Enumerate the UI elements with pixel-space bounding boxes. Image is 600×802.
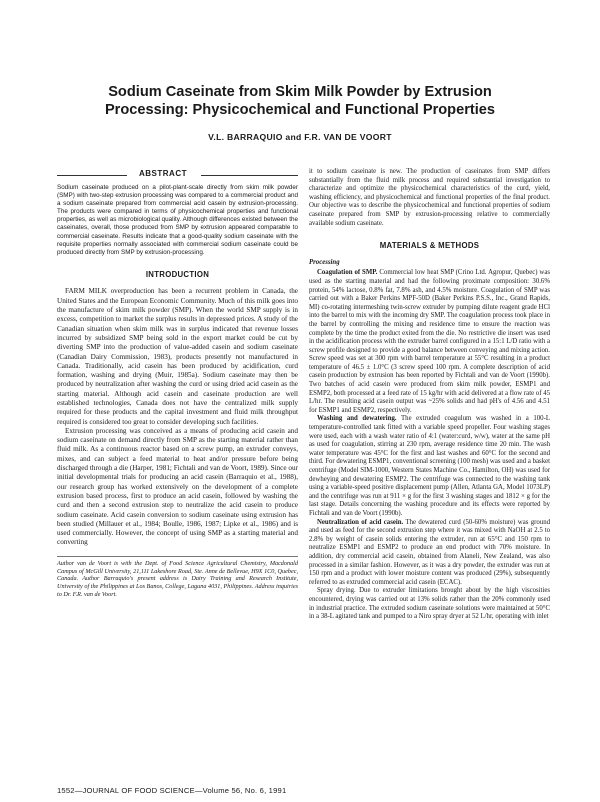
introduction-body <box>57 287 298 547</box>
intro-paragraph-2: Extrusion processing was conceived as a means of producing acid casein and sodium caseinate on demand directly from SMP as the starting material rather than fluid milk. As a continuous reactor based on a screw pump, an extruder conveys, mixes, and can subject a feed material to heat and/or pressure before being discharged through a die (Harper, 1981; Fichtali and van de Voort, 1989). Since our initial developmental trials for producing an acid casein (Barraquio et al., 1988), our research group has worked extensively on the development of a complete extrusion based process, first to produce an acid casein, followed by washing the curd and then a second extrusion step to neutralize the acid casein to produce sodium caseinate. Acid casein conversion to sodium caseinate using extrusion has been studied (Millauer et al., 1984; Boulle, 1986, 1987; Lipke et al., 1986) and is used commercially. However, the concept of using SMP as a starting material and converting <box>57 426 298 547</box>
abstract-heading-bar <box>57 168 298 182</box>
intro-paragraph-1: FARM MILK overproduction has been a recurrent problem in Canada, the United States and the European Economic Community. Much of this milk goes into the manufacture of skim milk powder (SMP). When the world SMP supply is in excess, competition to market the surplus results in depressed prices. A study of the Canadian situation when skim milk was in surplus indicated that revenue losses incurred by subsidized SMP being sold in the export market could be cut by diverting SMP into the production of value-added casein and sodium caseinate (Canadian Dairy Commission, 1983), products presently not manufactured in Canada. Traditionally, acid casein has been produced by acidification, curd formation, washing and drying (Muir, 1985a). Sodium caseinate may then be produced by neutralization after washing the curd or using dried acid casein as the starting material. Although acid casein and caseinate production are well established technologies, Canada does not have the centralized milk supply required for these products and the capital investment and fluid milk throughput required is considered too great to consider developing such facilities. <box>57 287 298 426</box>
abstract-rule-right <box>201 175 298 176</box>
article-title <box>60 83 540 119</box>
coagulation-text: Commercial low heat SMP (Crino Ltd. Agropur, Quebec) was used as the starting material and had the following proximate composition: 30.6% protein, 54% lactose, 0.8% fat, 7.8% ash, and 4.5% moisture. Coagulation of SMP was carried out with a Baker Perkins MPF-50D (Baker Perkins P.S.S., Inc., Grand Rapids, MI) co-rotating intermeshing twin-screw extruder by pumping dilute reagent grade HCl into the barrel to mix with the incoming dry SMP. The coagulation process took place in the barrel by controlling the mixing and residence time to ensure the reaction was complete by the time the product exited from the die. No restrictive die insert was used in the acidification process with the extruder barrel configured in a 15:1 L/D ratio with a screw profile designed to provide a good balance between conveying and mixing action. Screw speed was set at 300 rpm with barrel temperature at 55°C resulting in a product temperature of 46.5 ± 1.0°C (3 screw speed 100 rpm. A complete description of acid casein production by extrusion has been reported by Fichtali and van de Voort (1990b). Two batches of acid casein were produced from skim milk powder, ESMP1 and ESMP2, both processed at a feed rate of 15 kg/hr with acid delivered at a flow rate of 45 L/hr. The resulting acid casein output was ~25% solids and had pH's of 4.56 and 4.51 for ESMP1 and ESMP2, respectively. <box>309 269 551 414</box>
title-line-1: Sodium Caseinate from Skim Milk Powder by Extrusion <box>108 84 492 100</box>
title-line-2: Processing: Physicochemical and Functional Properties <box>104 102 496 118</box>
coagulation-runin: Coagulation of SMP. <box>317 269 378 277</box>
intro-continued: it to sodium caseinate is new. The production of caseinates from SMP differs substantially from the fluid milk process and required substantial investigation to characterize and optimize the physicochemical characteristics of the curd, yield, washing efficiency, and physicochemical and functional properties of the final product. Our objective was to describe the physicochemical and functional properties of sodium caseinate prepared from SMP by extrusion-processing relative to commercially available sodium caseinate. <box>309 168 550 227</box>
coagulation-paragraph <box>309 269 550 415</box>
abstract-heading: ABSTRACT <box>139 169 187 178</box>
page-footer: 1552—JOURNAL OF FOOD SCIENCE—Volume 56, No. 6, 1991 <box>57 786 287 795</box>
methods-heading: MATERIALS & METHODS <box>379 241 480 251</box>
neutralization-runin: Neutralization of acid casein. <box>317 518 404 526</box>
neutralization-paragraph <box>309 519 550 588</box>
processing-subheading: Processing <box>309 258 340 266</box>
right-column <box>309 168 550 622</box>
neutralization-text: The dewatered curd (50-60% moisture) was ground and used as feed for the second extrusion step where it was mixed with NaOH at 2.5 to 2.8% by weight of casein solids entering the extruder, run at 65°C and 150 rpm to neutralize ESMP1 and ESMP2 to produce an end product with 70% moisture. In addition, dry commercial acid casein, obtained from Alaneli, New Zealand, was also processed in a similar fashion. However, as it was a dry powder, the extruder was run at 150 rpm and a product with lower moisture content was produced (29%), subsequently referred to as extruded commercial acid casein (ECAC). <box>309 518 550 586</box>
left-column <box>57 168 298 599</box>
spray-drying-paragraph: Spray drying. Due to extruder limitations brought about by the high viscosities encountered, drying was carried out at 13% solids rather than the 20% commonly used in industrial practice. The extruded sodium caseinate solutions were maintained at 50°C in a 38-L agitated tank and pumped to a Niro spray dryer at 52 L/hr, operating with inlet <box>309 587 550 621</box>
washing-paragraph <box>309 415 550 518</box>
introduction-heading: INTRODUCTION <box>145 269 210 279</box>
abstract-text: Sodium caseinate produced on a pilot-plant-scale directly from skim milk powder (SMP) with two-step extrusion processing was compared to a commercial product and a sodium caseinate prepared from commercial acid casein by extrusion-processing. The products were compared in terms of physicochemical properties and functional properties, as well as microbiological quality. Although differences existed between the caseinates, overall, those produced from SMP by extrusion appeared comparable to commercial caseinate. Results indicate that a good-quality sodium caseinate with the requisite properties normally associated with commercial sodium caseinate could be produced directly from SMP by extrusion-processing. <box>57 184 298 256</box>
washing-text: The extruded coagulum was washed in a 100-L temperature-controlled tank fitted with a variable speed propeller. Four washing stages were used, each with a wash water ratio of 4:1 (water:curd, w/w), water at the same pH as used for coagulation, stirring at 230 rpm, average residence time 20 min. The wash water temperature was 45°C for the first and last washes and 60°C for the second and third. For dewatering ESMP1, conventional screening (100 mesh) was used and a basket centrifuge (Model SIM-1000, Western States Machine Co., Hamilton, OH) was used for dewheying and dewatering ESMP2. The centrifuge was connected to the washing tank using a variable-speed positive displacement pump (Allen, Atlanta GA, Model 1073LP) and the centrifuge was run at 911 × g for the first 3 washing stages and 1812 × g for the last stage. Details concerning the washing procedure and its effects were reported by Fichtali and van de Voort (1990b). <box>309 415 550 517</box>
author-list: V.L. BARRAQUIO and F.R. VAN DE VOORT <box>208 132 392 142</box>
washing-runin: Washing and dewatering. <box>317 415 397 423</box>
author-footnote: Author van de Voort is with the Dept. of Food Science Agricultural Chemistry, Macdonald Campus of McGill University, 21,111 Lakeshore Road, Ste. Anne de Bellevue, H9X 1C0, Quebec, Canada. Author Barraquio's present address is Dairy Training and Research Institute, University of the Philippines at Los Banos, College, Laguna 4031, Philippines. Address inquiries to Dr. F.R. van de Voort. <box>57 556 298 599</box>
abstract-rule-left <box>57 175 127 176</box>
